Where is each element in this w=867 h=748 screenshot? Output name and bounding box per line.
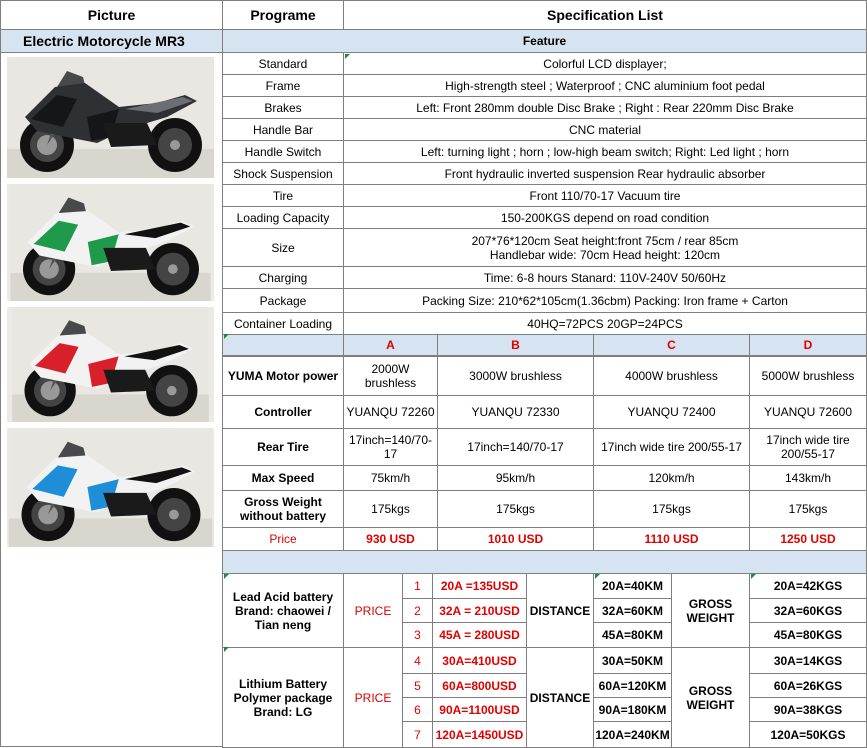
header-picture: Picture xyxy=(0,0,223,30)
battery-weight: 30A=14KGS xyxy=(749,647,867,674)
battery-price: 90A=1100USD xyxy=(432,697,527,722)
motor-b: 3000W brushless xyxy=(437,356,594,396)
gross_weight-c: 175kgs xyxy=(593,490,750,528)
battery-weight: 32A=60KGS xyxy=(749,598,867,623)
spec-value: Left: turning light ; horn ; low-high beam switch; Right: Led light ; horn xyxy=(343,140,867,163)
spec-value: 207*76*120cm Seat height:front 75cm / rear 85cm Handlebar wide: 70cm Head height: 120cm xyxy=(343,228,867,267)
lead_acid-price-label: PRICE xyxy=(343,573,403,648)
cell-marker xyxy=(224,334,229,339)
battery-price: 30A=410USD xyxy=(432,647,527,674)
spec-value: CNC material xyxy=(343,118,867,141)
max_speed-d: 143km/h xyxy=(749,465,867,491)
photo-bike-black xyxy=(7,57,214,178)
version-d: D xyxy=(749,334,867,356)
battery-option-number: 3 xyxy=(402,622,433,648)
battery-price: 32A = 210USD xyxy=(432,598,527,623)
motor-c: 4000W brushless xyxy=(593,356,750,396)
gross_weight-d: 175kgs xyxy=(749,490,867,528)
max_speed-label: Max Speed xyxy=(222,465,344,491)
spec-label: Loading Capacity xyxy=(222,206,344,229)
lead_acid-distance-label: DISTANCE xyxy=(526,573,594,648)
battery-price: 20A =135USD xyxy=(432,573,527,599)
motor-label: YUMA Motor power xyxy=(222,356,344,396)
spec-label: Tire xyxy=(222,184,344,207)
battery-weight: 60A=26KGS xyxy=(749,673,867,698)
battery-distance: 120A=240KM xyxy=(593,721,672,748)
spec-value: 150-200KGS depend on road condition xyxy=(343,206,867,229)
rear_tire-c: 17inch wide tire 200/55-17 xyxy=(593,428,750,466)
battery-distance: 45A=80KM xyxy=(593,622,672,648)
lithium-brand: Lithium Battery Polymer package Brand: LG xyxy=(222,647,344,748)
spec-label: Charging xyxy=(222,266,344,289)
price-label: Price xyxy=(222,527,344,551)
spec-value: Front hydraulic inverted suspension Rear hydraulic absorber xyxy=(343,162,867,185)
battery-distance: 30A=50KM xyxy=(593,647,672,674)
spec-value: Time: 6-8 hours Stanard: 110V-240V 50/60Hz xyxy=(343,266,867,289)
spec-label: Standard xyxy=(222,52,344,75)
price-a: 930 USD xyxy=(343,527,438,551)
spec-label: Handle Switch xyxy=(222,140,344,163)
price-b: 1010 USD xyxy=(437,527,594,551)
spec-value: Colorful LCD displayer; xyxy=(343,52,867,75)
gross_weight-b: 175kgs xyxy=(437,490,594,528)
lithium-distance-label: DISTANCE xyxy=(526,647,594,748)
motor-a: 2000W brushless xyxy=(343,356,438,396)
battery-weight: 45A=80KGS xyxy=(749,622,867,648)
battery-price: 60A=800USD xyxy=(432,673,527,698)
spec-label: Shock Suspension xyxy=(222,162,344,185)
lead_acid-weight-label: GROSS WEIGHT xyxy=(671,573,750,648)
spec-label: Brakes xyxy=(222,96,344,119)
model-name: Electric Motorcycle MR3 xyxy=(0,29,223,53)
spec-label: Size xyxy=(222,228,344,267)
header-programe: Programe xyxy=(222,0,344,30)
lithium-weight-label: GROSS WEIGHT xyxy=(671,647,750,748)
version-a: A xyxy=(343,334,438,356)
spec-value: 40HQ=72PCS 20GP=24PCS xyxy=(343,312,867,335)
photo-bike-red-illustration xyxy=(7,307,214,422)
price-d: 1250 USD xyxy=(749,527,867,551)
lithium-price-label: PRICE xyxy=(343,647,403,748)
cell-marker xyxy=(224,647,229,652)
battery-option-number: 4 xyxy=(402,647,433,674)
cell-marker xyxy=(224,574,229,579)
price-c: 1110 USD xyxy=(593,527,750,551)
battery-option-number: 2 xyxy=(402,598,433,623)
battery-weight: 20A=42KGS xyxy=(749,573,867,599)
battery-weight: 90A=38KGS xyxy=(749,697,867,722)
spec-label: Package xyxy=(222,288,344,313)
gross_weight-label: Gross Weight without battery xyxy=(222,490,344,528)
max_speed-a: 75km/h xyxy=(343,465,438,491)
controller-d: YUANQU 72600 xyxy=(749,395,867,429)
battery-option-number: 5 xyxy=(402,673,433,698)
battery-distance: 32A=60KM xyxy=(593,598,672,623)
rear_tire-label: Rear Tire xyxy=(222,428,344,466)
battery-distance: 20A=40KM xyxy=(593,573,672,599)
header-spec-list: Specification List xyxy=(343,0,867,30)
lead_acid-brand: Lead Acid battery Brand: chaowei / Tian neng xyxy=(222,573,344,648)
photo-bike-red xyxy=(7,307,214,422)
photo-bike-blue xyxy=(7,428,214,547)
battery-option-number: 7 xyxy=(402,721,433,748)
battery-option-number: 6 xyxy=(402,697,433,722)
spec-value: Front 110/70-17 Vacuum tire xyxy=(343,184,867,207)
version-c: C xyxy=(593,334,750,356)
spec-value: Left: Front 280mm double Disc Brake ; Right : Rear 220mm Disc Brake xyxy=(343,96,867,119)
rear_tire-a: 17inch=140/70-17 xyxy=(343,428,438,466)
spec-label: Container Loading xyxy=(222,312,344,335)
rear_tire-d: 17inch wide tire 200/55-17 xyxy=(749,428,867,466)
controller-b: YUANQU 72330 xyxy=(437,395,594,429)
photo-bike-blue-illustration xyxy=(7,428,214,547)
controller-a: YUANQU 72260 xyxy=(343,395,438,429)
feature-title: Feature xyxy=(222,29,867,53)
max_speed-c: 120km/h xyxy=(593,465,750,491)
photo-bike-green-illustration xyxy=(7,184,214,301)
cell-marker xyxy=(595,574,600,579)
battery-distance: 90A=180KM xyxy=(593,697,672,722)
battery-price: 45A = 280USD xyxy=(432,622,527,648)
cell-marker xyxy=(751,574,756,579)
photo-bike-green xyxy=(7,184,214,301)
photo-bike-black-illustration xyxy=(7,57,214,178)
rear_tire-b: 17inch=140/70-17 xyxy=(437,428,594,466)
battery-distance: 60A=120KM xyxy=(593,673,672,698)
controller-label: Controller xyxy=(222,395,344,429)
battery-price: 120A=1450USD xyxy=(432,721,527,748)
version-header-blank xyxy=(222,334,344,356)
spec-value: High-strength steel ; Waterproof ; CNC aluminium foot pedal xyxy=(343,74,867,97)
battery-weight: 120A=50KGS xyxy=(749,721,867,748)
max_speed-b: 95km/h xyxy=(437,465,594,491)
version-b: B xyxy=(437,334,594,356)
motor-d: 5000W brushless xyxy=(749,356,867,396)
battery-option-number: 1 xyxy=(402,573,433,599)
cell-marker xyxy=(345,54,350,59)
spec-label: Frame xyxy=(222,74,344,97)
spec-value: Packing Size: 210*62*105cm(1.36cbm) Packing: Iron frame + Carton xyxy=(343,288,867,313)
controller-c: YUANQU 72400 xyxy=(593,395,750,429)
battery-separator xyxy=(222,550,867,574)
spec-label: Handle Bar xyxy=(222,118,344,141)
gross_weight-a: 175kgs xyxy=(343,490,438,528)
